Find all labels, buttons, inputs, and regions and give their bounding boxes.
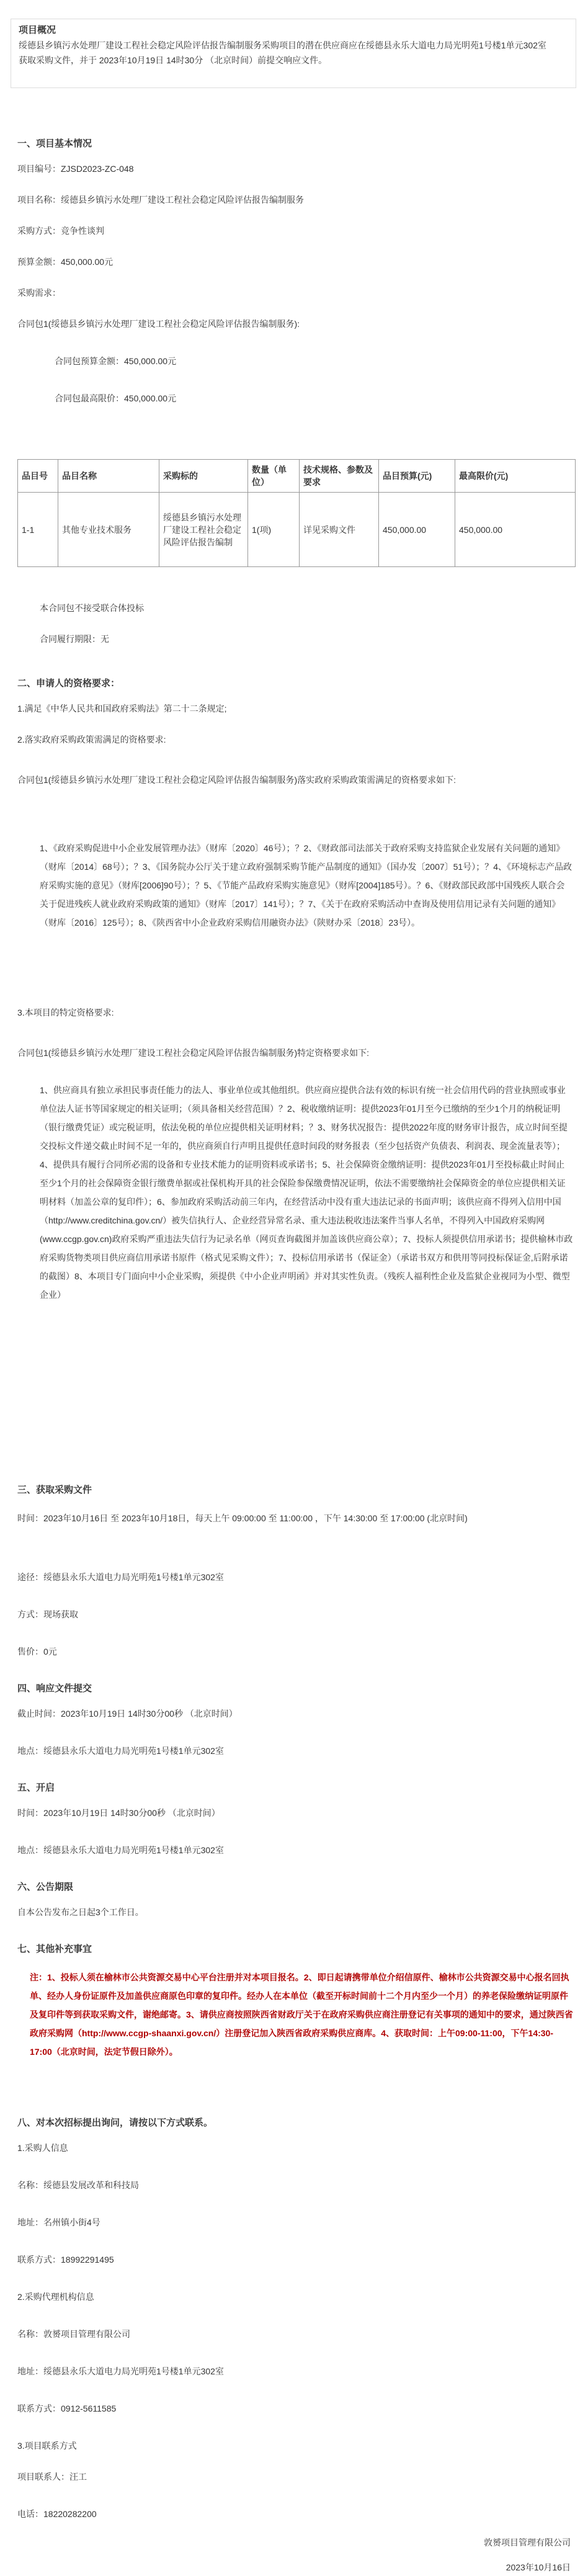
section-2-title: 二、申请人的资格要求：: [17, 678, 120, 689]
purchaser-address: 地址：名州镇小街4号: [17, 2217, 100, 2227]
project-contact-phone: 电话：18220282200: [17, 2509, 97, 2519]
footer-organization: 敦赟项目管理有限公司: [484, 2538, 571, 2547]
table-row: [18, 493, 576, 567]
project-name: 项目名称：绥德县乡镇污水处理厂建设工程社会稳定风险评估报告编制服务: [17, 195, 304, 205]
footer-date: 2023年10月16日: [506, 2562, 571, 2572]
qualification-3-body: 1、供应商具有独立承担民事责任能力的法人、事业单位或其他组织。供应商应提供合法有效的标识有统一社会信用代码的营业执照或事业单位法人证书等国家规定的相关证明；（须具备相关经营范围）？2、税收缴纳证明：提供2023年01月至今已缴纳的至少1个月的纳税证明（银行缴费凭证）或完税证明，依法免税的单位应提供相关证明材料；？3、财务状况报告：提供2022年度的财务审计报告，成立时间至提交投标文件递交截止时间不足一年的，供应商须自行声明且提供任意时间段的财务报表（至少包括资产负债表、利润表、现金流量表等）；4、提供具有履行合同所必需的设备和专业技术能力的证明资料或承诺书；5、社会保障资金缴纳证明：提供2023年01月至投标截止时间止至少1个月的社会保障资金银行缴费单据或社保机构开具的社会保险参保缴费情况证明，依法不需要缴纳社会保障资金的单位应提供相关证明材料（加盖公章的复印件）；6、参加政府采购活动前三年内，在经营活动中没有重大违法记录的书面声明；该供应商不得列入信用中国（http://www.creditchina.gov.cn/）被失信执行人、企业经营异常名录、重大违法税收违法案件当事人名单，不得列入中国政府采购网(www.ccgp.gov.cn)政府采购严重违法失信行为记录名单（网页查询截图并加盖该供应商公章）；7、投标人须提供信用承诺书；提供榆林市政府采购货物类项目供应商信用承诺书原件（格式见采购文件）；7、投标信用承诺书（保证金）（承诺书双方和供用等同投标保证金,后附承诺的截图）8、本项目专门面向中小企业采购，须提供《中小企业声明函》并对其实性负责。（残疾人福利性企业及监狱企业视同为小型、微型企业）: [40, 1085, 573, 1300]
purchaser-name: 名称：绥德县发展改革和科技局: [17, 2180, 139, 2190]
contact-purchaser-title: 1.采购人信息: [17, 2143, 68, 2153]
acquire-method: 方式：现场获取: [17, 1609, 78, 1619]
qualification-2-package: 合同包1(绥德县乡镇污水处理厂建设工程社会稳定风险评估报告编制服务)落实政府采购政策需满足的资格要求如下:: [17, 775, 456, 785]
contact-agency-title: 2.采购代理机构信息: [17, 2292, 94, 2302]
summary-line-1: 绥德县乡镇污水处理厂建设工程社会稳定风险评估报告编制服务采购项目的潜在供应商应在绥德县永乐大道电力局光明苑1号楼1单元302室: [19, 40, 546, 50]
section-4-title: 四、响应文件提交: [17, 1683, 92, 1694]
table-header: 最高限价(元): [455, 460, 576, 493]
consortium-note: 本合同包不接受联合体投标: [40, 603, 144, 613]
section-5-title: 五、开启: [17, 1782, 55, 1793]
section-8-title: 八、对本次招标提出询问，请按以下方式联系。: [17, 2118, 213, 2128]
table-cell: 其他专业技术服务: [58, 493, 159, 567]
submission-deadline: 截止时间：2023年10月19日 14时30分00秒 （北京时间）: [17, 1709, 238, 1719]
section-1-title: 一、项目基本情况: [17, 138, 92, 149]
purchaser-phone: 联系方式：18992291495: [17, 2255, 114, 2265]
qualification-3: 3.本项目的特定资格要求:: [17, 1008, 114, 1017]
project-number: 项目编号：ZJSD2023-ZC-048: [17, 164, 134, 174]
table-cell: 详见采购文件: [300, 493, 379, 567]
supplementary-notes: 注：1、投标人须在榆林市公共资源交易中心平台注册并对本项目报名。2、即日起请携带单位介绍信原件、榆林市公共资源交易中心报名回执单、经办人身份证原件及加盖供应商原色印章的复印件。经办人在本单位（截至开标时间前十二个月内至少一个月）的养老保险缴纳证明原件及复印件等到获取采购文件，谢绝邮寄。3、请供应商按照陕西省财政厅关于在政府采购供应商注册登记有关事项的通知中的要求，通过陕西省政府采购网（http://www.ccgp-shaanxi.gov.cn/）注册登记加入陕西省政府采购供应商库。4、获取时间：上午09:00-11:00，下午14:30-17:00（北京时间，法定节假日除外）。: [30, 1972, 573, 2057]
qualification-3-package: 合同包1(绥德县乡镇污水处理厂建设工程社会稳定风险评估报告编制服务)特定资格要求如下:: [17, 1048, 369, 1058]
opening-time: 时间：2023年10月19日 14时30分00秒 （北京时间）: [17, 1808, 220, 1818]
agency-name: 名称：敦赟项目管理有限公司: [17, 2329, 130, 2339]
procurement-requirement: 采购需求：: [17, 288, 61, 298]
table-header-row: [18, 460, 576, 493]
section-7-title: 七、其他补充事宜: [17, 1944, 92, 1954]
table-header: 品目名称: [58, 460, 159, 493]
acquire-place: 途径：绥德县永乐大道电力局光明苑1号楼1单元302室: [17, 1572, 224, 1582]
table-cell: 450,000.00: [379, 493, 455, 567]
summary-title: 项目概况: [19, 25, 56, 35]
budget-amount: 预算金额：450,000.00元: [17, 257, 114, 267]
table-cell: 绥德县乡镇污水处理厂建设工程社会稳定风险评估报告编制: [159, 493, 248, 567]
submission-place: 地点：绥德县永乐大道电力局光明苑1号楼1单元302室: [17, 1746, 224, 1756]
procurement-method: 采购方式：竞争性谈判: [17, 226, 104, 236]
project-contact-person: 项目联系人：汪工: [17, 2472, 87, 2482]
qualification-2: 2.落实政府采购政策需满足的资格要求:: [17, 735, 166, 745]
acquire-time: 时间：2023年10月16日 至 2023年10月18日，每天上午 09:00:00 至 11:00:00 ，下午 14:30:00 至 17:00:00 (北京时间): [17, 1513, 468, 1523]
qualification-1: 1.满足《中华人民共和国政府采购法》第二十二条规定;: [17, 704, 227, 713]
package-max-price: 合同包最高限价：450,000.00元: [55, 393, 177, 403]
table-cell: 1(项): [248, 493, 300, 567]
table-header: 数量（单位）: [248, 460, 300, 493]
contract-period: 合同履行期限：无: [40, 634, 109, 644]
table-header: 技术规格、参数及要求: [300, 460, 379, 493]
agency-address: 地址：绥德县永乐大道电力局光明苑1号楼1单元302室: [17, 2366, 224, 2376]
package-budget: 合同包预算金额：450,000.00元: [55, 356, 177, 366]
notice-period: 自本公告发布之日起3个工作日。: [17, 1907, 144, 1917]
opening-place: 地点：绥德县永乐大道电力局光明苑1号楼1单元302室: [17, 1845, 224, 1855]
summary-line-2: 获取采购文件，并于 2023年10月19日 14时30分 （北京时间）前提交响应文件。: [19, 55, 327, 65]
contact-project-title: 3.项目联系方式: [17, 2441, 77, 2451]
table-cell: 1-1: [18, 493, 58, 567]
table-header: 品目号: [18, 460, 58, 493]
table-header: 品目预算(元): [379, 460, 455, 493]
acquire-price: 售价：0元: [17, 1647, 57, 1657]
qualification-2-body: 1、《政府采购促进中小企业发展管理办法》（财库〔2020〕46号）；？2、《财政部司法部关于政府采购支持监狱企业发展有关问题的通知》（财库〔2014〕68号）；？3、《国务院办公厅关于建立政府强制采购节能产品制度的通知》（国办发〔2007〕51号）；？4、《环境标志产品政府采购实施的意见》（财库[2006]90号）；？5、《节能产品政府采购实施意见》（财库[2004]185号）。？6、《财政部民政部中国残疾人联合会关于促进残疾人就业政府采购政策的通知》（财库〔2017〕141号）；？7、《关于在政府采购活动中查询及使用信用记录有关问题的通知》（财库〔2016〕125号）；8、《陕西省中小企业政府采购信用融资办法》（陕财办采〔2018〕23号）。: [40, 843, 572, 928]
agency-phone: 联系方式：0912-5611585: [17, 2404, 117, 2413]
items-table: [17, 459, 576, 567]
contract-package-1: 合同包1(绥德县乡镇污水处理厂建设工程社会稳定风险评估报告编制服务):: [17, 319, 300, 329]
table-cell: 450,000.00: [455, 493, 576, 567]
project-summary-box: [11, 19, 576, 88]
section-6-title: 六、公告期限: [17, 1882, 74, 1892]
table-header: 采购标的: [159, 460, 248, 493]
section-3-title: 三、获取采购文件: [17, 1485, 92, 1495]
